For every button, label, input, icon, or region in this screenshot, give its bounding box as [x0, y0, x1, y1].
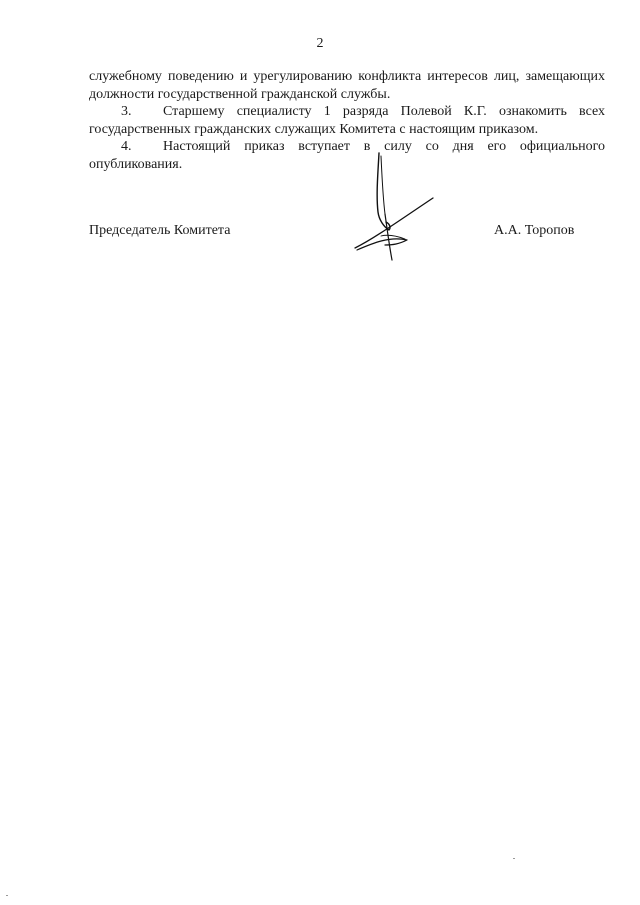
paragraph-3: [89, 103, 605, 138]
scan-speck: [513, 858, 515, 859]
paragraph-continuation: [89, 68, 605, 103]
paragraph-number: 3.: [121, 104, 132, 119]
signer-position: Председатель Комитета: [89, 223, 231, 238]
scan-speck: [6, 895, 8, 896]
page-number: 2: [316, 36, 324, 51]
handwritten-signature: [345, 150, 445, 265]
paragraph-text: Старшему специалисту 1 разряда Полевой К.Г. ознакомить всех государственных гражданских служащих Комитета с настоящим приказом.: [89, 104, 605, 137]
paragraph-number: 4.: [121, 139, 132, 154]
paragraph-text: служебному поведению и урегулированию конфликта интересов лиц, замещающих должности государственной гражданской службы.: [89, 69, 605, 102]
signer-name: А.А. Торопов: [494, 223, 575, 238]
paragraph-text: Настоящий приказ вступает в силу со дня его официального опубликования.: [89, 139, 605, 172]
